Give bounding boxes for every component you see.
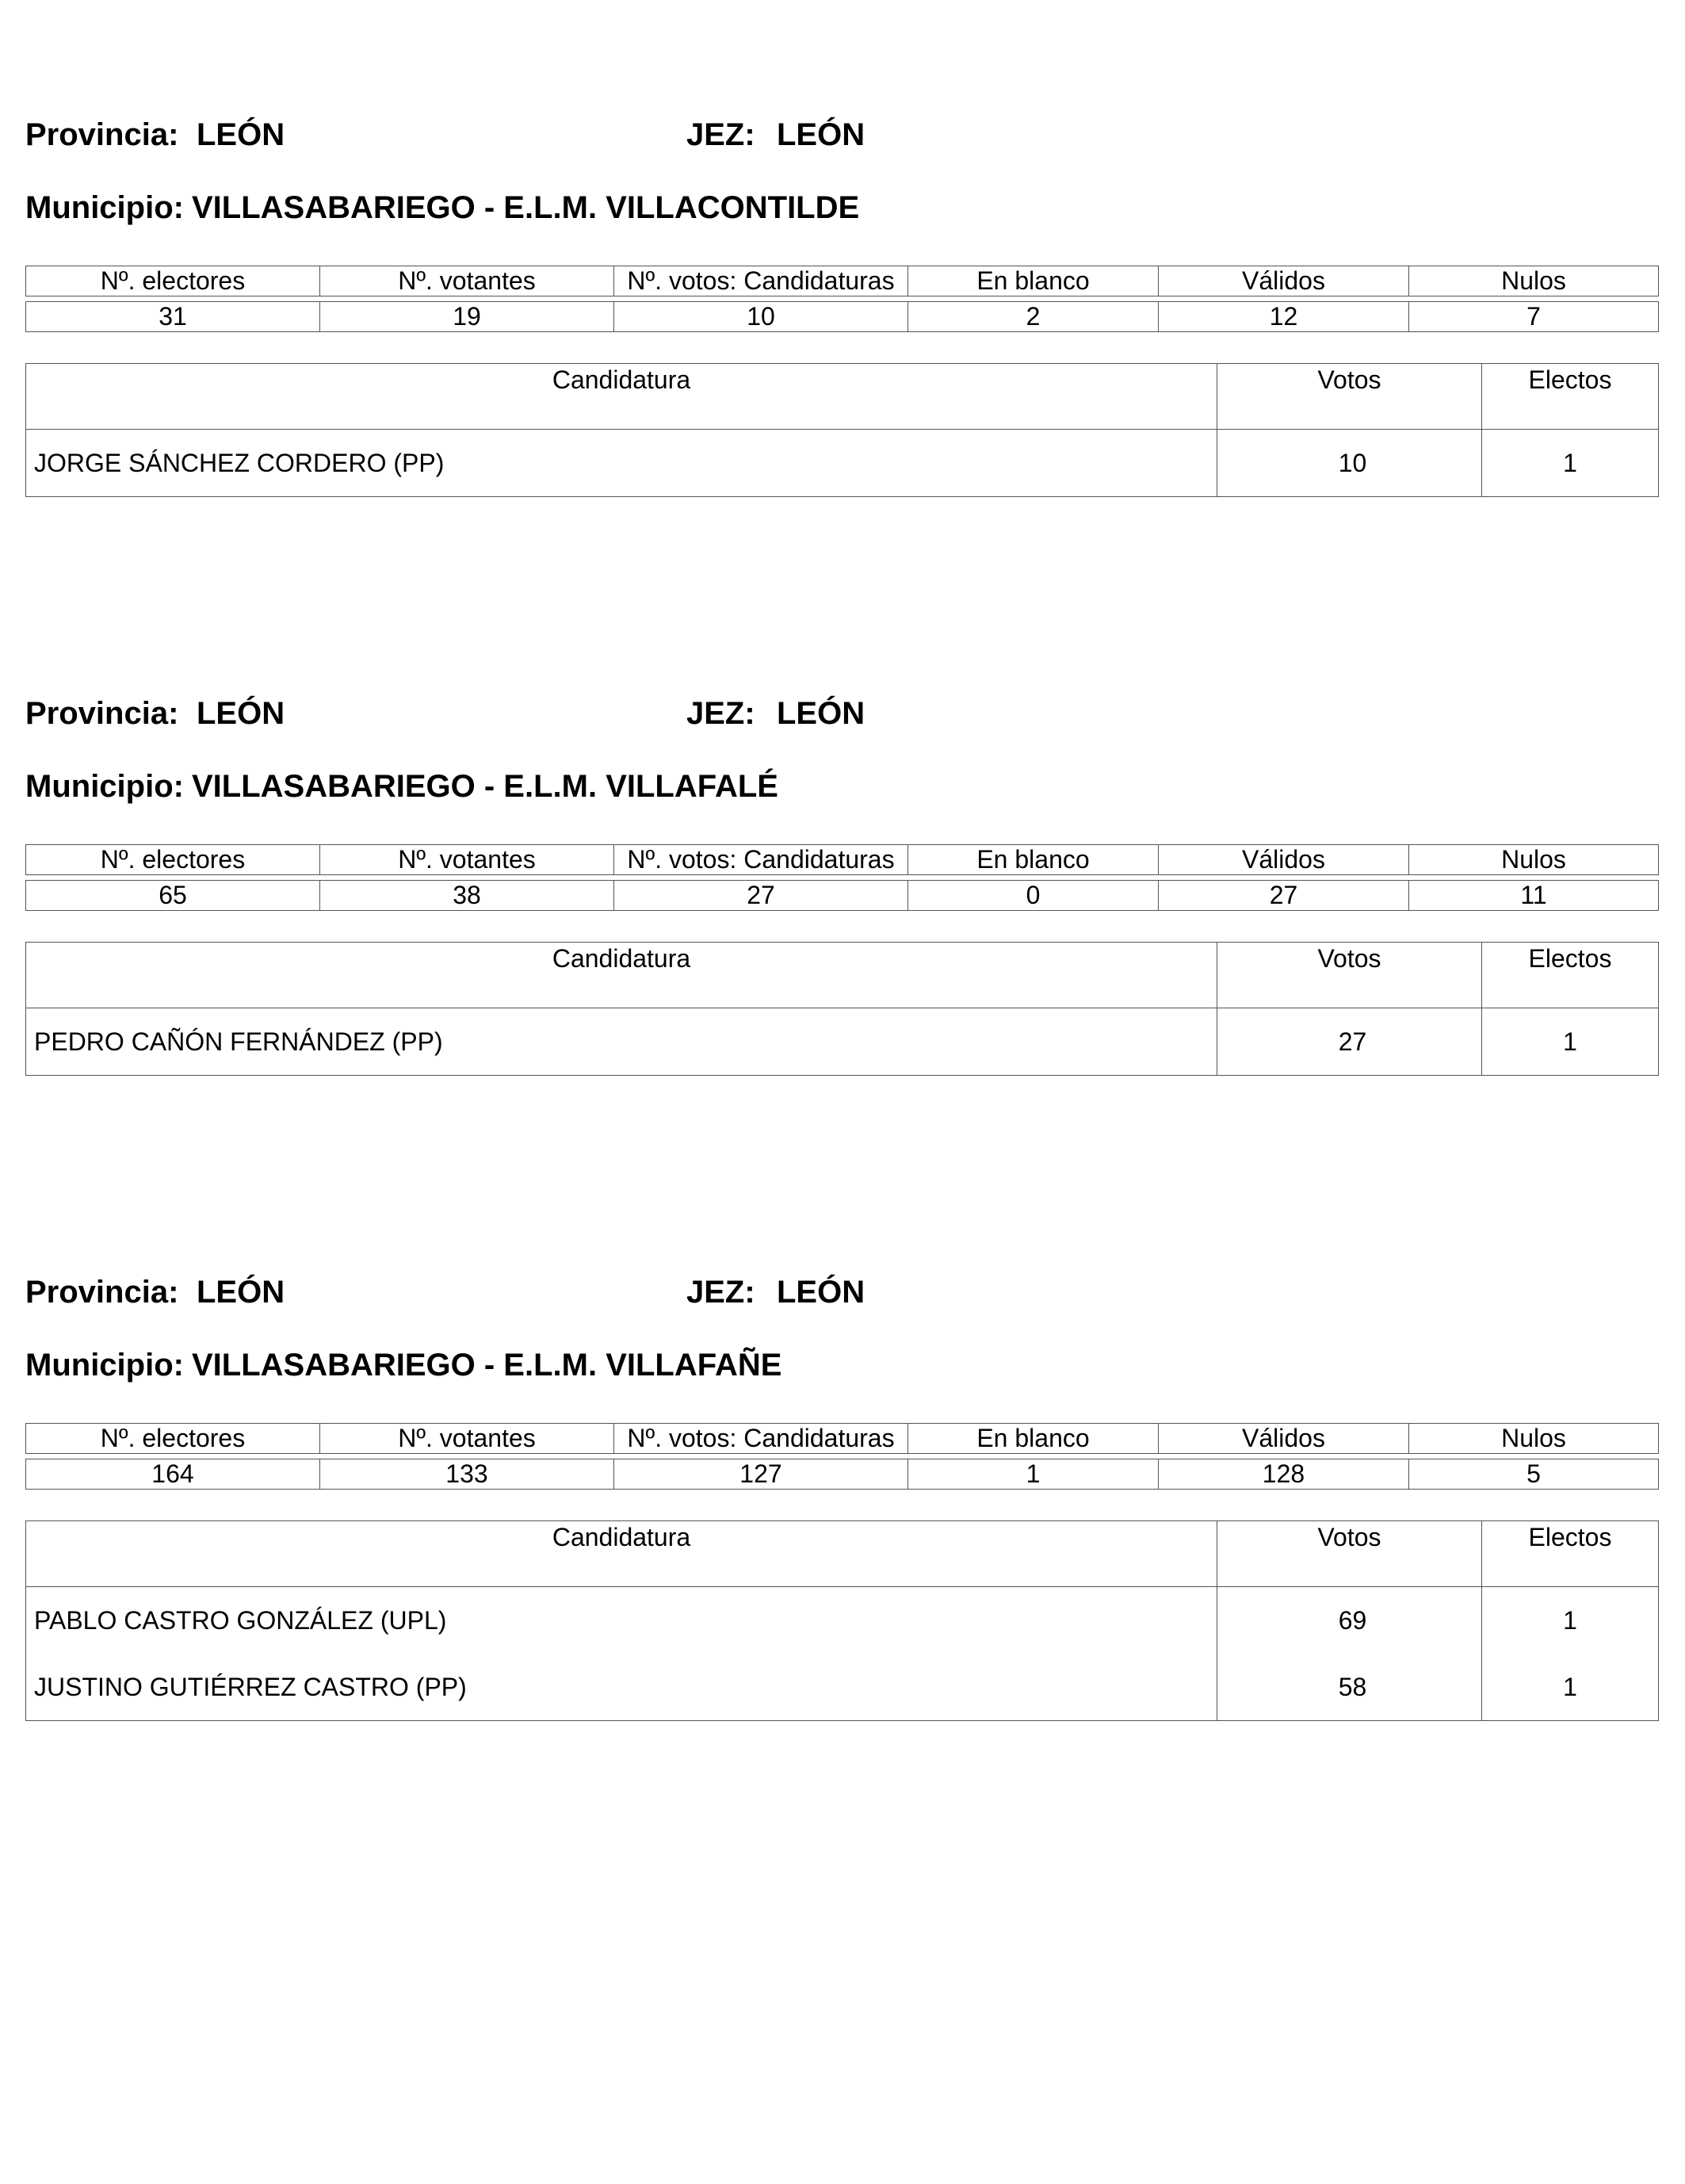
stats-value: 127: [614, 1459, 908, 1490]
municipio-label: Municipio:: [25, 769, 184, 804]
stats-header: Nº. votantes: [320, 845, 614, 875]
municipio-value: VILLASABARIEGO - E.L.M. VILLACONTILDE: [191, 190, 860, 225]
province-line: [25, 115, 1658, 155]
stats-value: 11: [1409, 881, 1659, 911]
stats-value: 10: [614, 302, 908, 332]
candidate-electos: 1: [1482, 430, 1659, 497]
results-section: [25, 694, 1658, 1249]
candidate-name: JORGE SÁNCHEZ CORDERO (PP): [26, 430, 1217, 497]
candidate-row: [26, 430, 1659, 497]
candidate-name: PABLO CASTRO GONZÁLEZ (UPL): [26, 1587, 1217, 1654]
stats-value: 1: [908, 1459, 1159, 1490]
stats-header: Nº. electores: [26, 266, 320, 296]
stats-header: Nulos: [1409, 266, 1659, 296]
stats-header-row: [26, 266, 1659, 296]
candidates-header-row: [26, 364, 1659, 430]
stats-table: [25, 1423, 1659, 1490]
provincia-value: LEÓN: [197, 1275, 285, 1310]
candidates-header-row: [26, 1521, 1659, 1587]
stats-value: 38: [320, 881, 614, 911]
provincia-label: Provincia:: [25, 117, 179, 152]
stats-header: Nº. votos: Candidaturas: [614, 1424, 908, 1454]
candidate-electos: 1: [1482, 1654, 1659, 1721]
candidates-table: [25, 1520, 1659, 1721]
municipio-label: Municipio:: [25, 1348, 184, 1383]
stats-value: 0: [908, 881, 1159, 911]
stats-value: 12: [1159, 302, 1409, 332]
jez-label: JEZ:: [686, 117, 755, 152]
provincia-label: Provincia:: [25, 1275, 179, 1310]
candidate-votos: 27: [1217, 1008, 1482, 1076]
stats-header: En blanco: [908, 1424, 1159, 1454]
votos-header: Votos: [1217, 943, 1482, 1008]
municipio-value: VILLASABARIEGO - E.L.M. VILLAFAÑE: [191, 1348, 782, 1383]
province-line: [25, 1272, 1658, 1312]
stats-header: Válidos: [1159, 266, 1409, 296]
stats-header: Nulos: [1409, 1424, 1659, 1454]
candidate-name: JUSTINO GUTIÉRREZ CASTRO (PP): [26, 1654, 1217, 1721]
jez-value: LEÓN: [777, 117, 865, 152]
stats-value: 164: [26, 1459, 320, 1490]
stats-header: Nº. votantes: [320, 1424, 614, 1454]
candidate-row: [26, 1008, 1659, 1076]
stats-value: 2: [908, 302, 1159, 332]
jez-value: LEÓN: [777, 696, 865, 731]
municipio-value: VILLASABARIEGO - E.L.M. VILLAFALÉ: [191, 769, 778, 804]
stats-table: [25, 844, 1659, 911]
candidate-votos: 58: [1217, 1654, 1482, 1721]
candidate-row: [26, 1654, 1659, 1721]
candidatura-header: Candidatura: [26, 1521, 1217, 1587]
electos-header: Electos: [1482, 943, 1659, 1008]
stats-header-row: [26, 1424, 1659, 1454]
stats-header: En blanco: [908, 266, 1159, 296]
candidate-votos: 10: [1217, 430, 1482, 497]
provincia-value: LEÓN: [197, 117, 285, 152]
candidate-votos: 69: [1217, 1587, 1482, 1654]
provincia-value: LEÓN: [197, 696, 285, 731]
results-section: [25, 115, 1658, 670]
stats-value: 27: [1159, 881, 1409, 911]
candidatura-header: Candidatura: [26, 943, 1217, 1008]
stats-value-row: [26, 1459, 1659, 1490]
stats-header: Nulos: [1409, 845, 1659, 875]
votos-header: Votos: [1217, 364, 1482, 430]
stats-value: 7: [1409, 302, 1659, 332]
stats-header: Nº. electores: [26, 845, 320, 875]
stats-value: 133: [320, 1459, 614, 1490]
stats-header: En blanco: [908, 845, 1159, 875]
stats-header: Nº. votos: Candidaturas: [614, 845, 908, 875]
candidate-name: PEDRO CAÑÓN FERNÁNDEZ (PP): [26, 1008, 1217, 1076]
stats-value: 128: [1159, 1459, 1409, 1490]
candidates-table: [25, 942, 1659, 1076]
provincia-label: Provincia:: [25, 696, 179, 731]
municipio-line: [25, 767, 778, 806]
candidate-row: [26, 1587, 1659, 1654]
municipio-line: [25, 1345, 781, 1385]
stats-value-row: [26, 881, 1659, 911]
results-section: [25, 1272, 1658, 1827]
jez-label: JEZ:: [686, 1275, 755, 1310]
stats-value: 31: [26, 302, 320, 332]
stats-value-row: [26, 302, 1659, 332]
electos-header: Electos: [1482, 1521, 1659, 1587]
candidatura-header: Candidatura: [26, 364, 1217, 430]
stats-table: [25, 266, 1659, 332]
stats-header: Válidos: [1159, 1424, 1409, 1454]
municipio-line: [25, 188, 859, 228]
province-line: [25, 694, 1658, 733]
stats-header-row: [26, 845, 1659, 875]
stats-value: 27: [614, 881, 908, 911]
stats-value: 5: [1409, 1459, 1659, 1490]
jez-value: LEÓN: [777, 1275, 865, 1310]
stats-header: Válidos: [1159, 845, 1409, 875]
candidates-table: [25, 363, 1659, 497]
stats-header: Nº. electores: [26, 1424, 320, 1454]
jez-label: JEZ:: [686, 696, 755, 731]
candidates-header-row: [26, 943, 1659, 1008]
stats-header: Nº. votos: Candidaturas: [614, 266, 908, 296]
stats-header: Nº. votantes: [320, 266, 614, 296]
electos-header: Electos: [1482, 364, 1659, 430]
candidate-electos: 1: [1482, 1587, 1659, 1654]
candidate-electos: 1: [1482, 1008, 1659, 1076]
municipio-label: Municipio:: [25, 190, 184, 225]
stats-value: 19: [320, 302, 614, 332]
votos-header: Votos: [1217, 1521, 1482, 1587]
stats-value: 65: [26, 881, 320, 911]
